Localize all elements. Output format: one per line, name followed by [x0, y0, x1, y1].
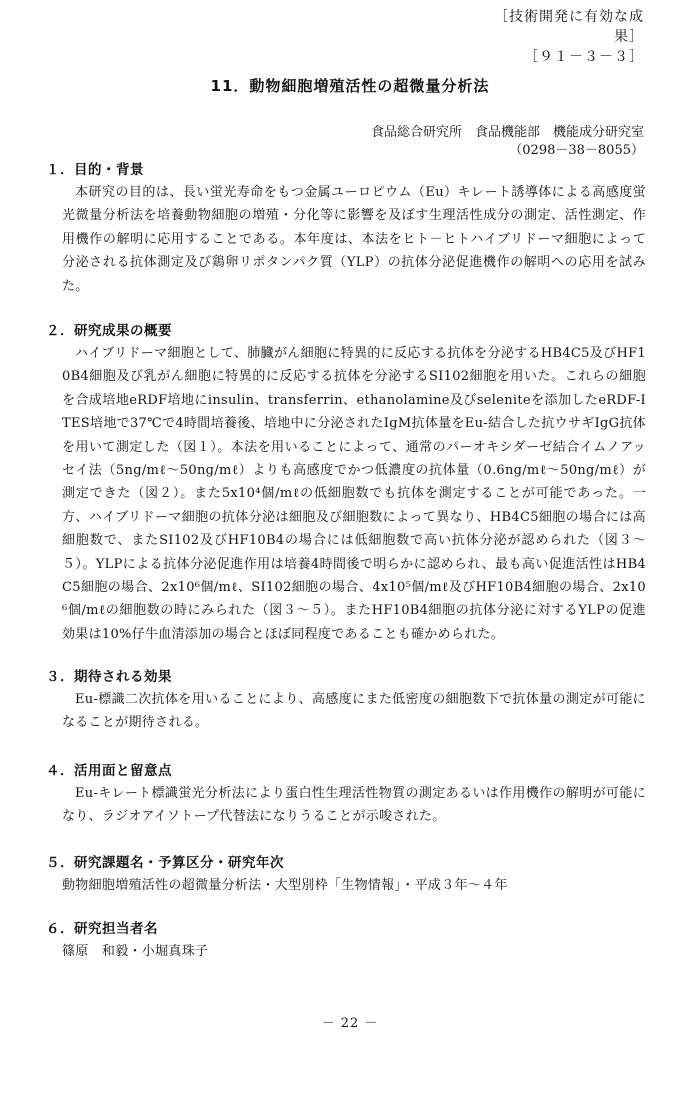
section-body — [46, 688, 646, 735]
section-heading: ４．活用面と留意点 — [46, 763, 172, 779]
section-results — [46, 320, 646, 646]
section-body — [46, 874, 646, 897]
document-title: 11．動物細胞増殖活性の超微量分析法 — [210, 77, 490, 95]
section-expected-effects — [46, 666, 646, 735]
section-researchers — [46, 918, 646, 963]
paragraph: 動物細胞増殖活性の超微量分析法・大型別枠「生物情報」・平成３年～４年 — [62, 878, 508, 893]
affiliation-phone: （0298－38－8055） — [509, 143, 644, 158]
paragraph: Eu-標識二次抗体を用いることにより、高感度にまた低密度の細胞数下で抗体量の測定が可能になることが期待される。 — [62, 692, 646, 731]
section-heading: １．目的・背景 — [46, 162, 144, 178]
section-body — [46, 940, 646, 963]
paragraph: 本研究の目的は、長い蛍光寿命をもつ金属ユーロピウム（Eu）キレート誘導体による高感度蛍光微量分析法を培養動物細胞の増殖・分化等に影響を及ぼす生理活性成分の測定、活性測定、作用機作の解明に応用することである。本年度は、本法をヒト－ヒトハイブリドーマ細胞によって分泌される抗体測定及び鶏卵リポタンパク質（YLP）の抗体分泌促進機作の解明への応用を試みた。 — [62, 185, 646, 294]
section-application-notes — [46, 760, 646, 829]
section-body — [46, 181, 646, 298]
section-heading: ３．期待される効果 — [46, 669, 172, 685]
section-purpose — [46, 159, 646, 298]
affiliation — [284, 124, 644, 160]
paragraph: ハイブリドーマ細胞として、肺臓がん細胞に特異的に反応する抗体を分泌するHB4C5及びHF10B4細胞及び乳がん細胞に特異的に反応する抗体を分泌するSI102細胞を用いた。これらの細胞を合成培地eRDF培地にinsulin、transferrin、ethanolamine及びseleniteを添加したeRDF-ITES培地で37℃で4時間培養後、培地中に分泌されたIgM抗体量をEu-結合した抗ウサギIgG抗体を用いて測定した（図１）。本法を用いることによって、通常のパーオキシダーゼ結合イムノアッセイ法（5ng/mℓ～50ng/mℓ）よりも高感度でかつ低濃度の抗体量（0.6ng/mℓ～50ng/mℓ）が測定できた（図２）。また5x10⁴個/mℓの低細胞数でも抗体を測定することが可能であった。一方、ハイブリドーマ細胞の抗体分泌は細胞及び細胞数によって異なり、HB4C5細胞の場合には高細胞数で、またSI102及びHF10B4の場合には低細胞数で高い抗体分泌が認められた（図３～５）。YLPによる抗体分泌促進作用は培養4時間後で明らかに認められ、最も高い促進活性はHB4C5細胞の場合、2x10⁶個/mℓ、SI102細胞の場合、4x10⁵個/mℓ及びHF10B4細胞の場合、2x10⁶個/mℓの細胞数の時にみられた（図３～５）。またHF10B4細胞の抗体分泌に対するYLPの促進効果は10%仔牛血清添加の場合とほぼ同程度であることも確かめられた。 — [62, 346, 646, 642]
section-project-info — [46, 852, 646, 897]
section-heading: ６．研究担当者名 — [46, 921, 158, 937]
paragraph: 篠原 和毅・小堀真珠子 — [62, 944, 209, 959]
section-heading: ５．研究課題名・予算区分・研究年次 — [46, 855, 284, 871]
classification-code: ［９１－３－３］ — [524, 49, 644, 65]
affiliation-org: 食品総合研究所 食品機能部 機能成分研究室 — [370, 125, 644, 140]
classification-label — [474, 7, 644, 67]
section-heading: ２．研究成果の概要 — [46, 323, 172, 339]
section-body — [46, 782, 646, 829]
classification-category: ［技術開発に有効な成果］ — [494, 9, 644, 45]
paragraph: Eu-キレート標識蛍光分析法により蛋白性生理活性物質の測定あるいは作用機作の解明が可能になり、ラジオアイソトープ代替法になりうることが示唆された。 — [62, 786, 646, 825]
section-body — [46, 342, 646, 646]
page-number: － 22 － — [321, 1016, 379, 1031]
